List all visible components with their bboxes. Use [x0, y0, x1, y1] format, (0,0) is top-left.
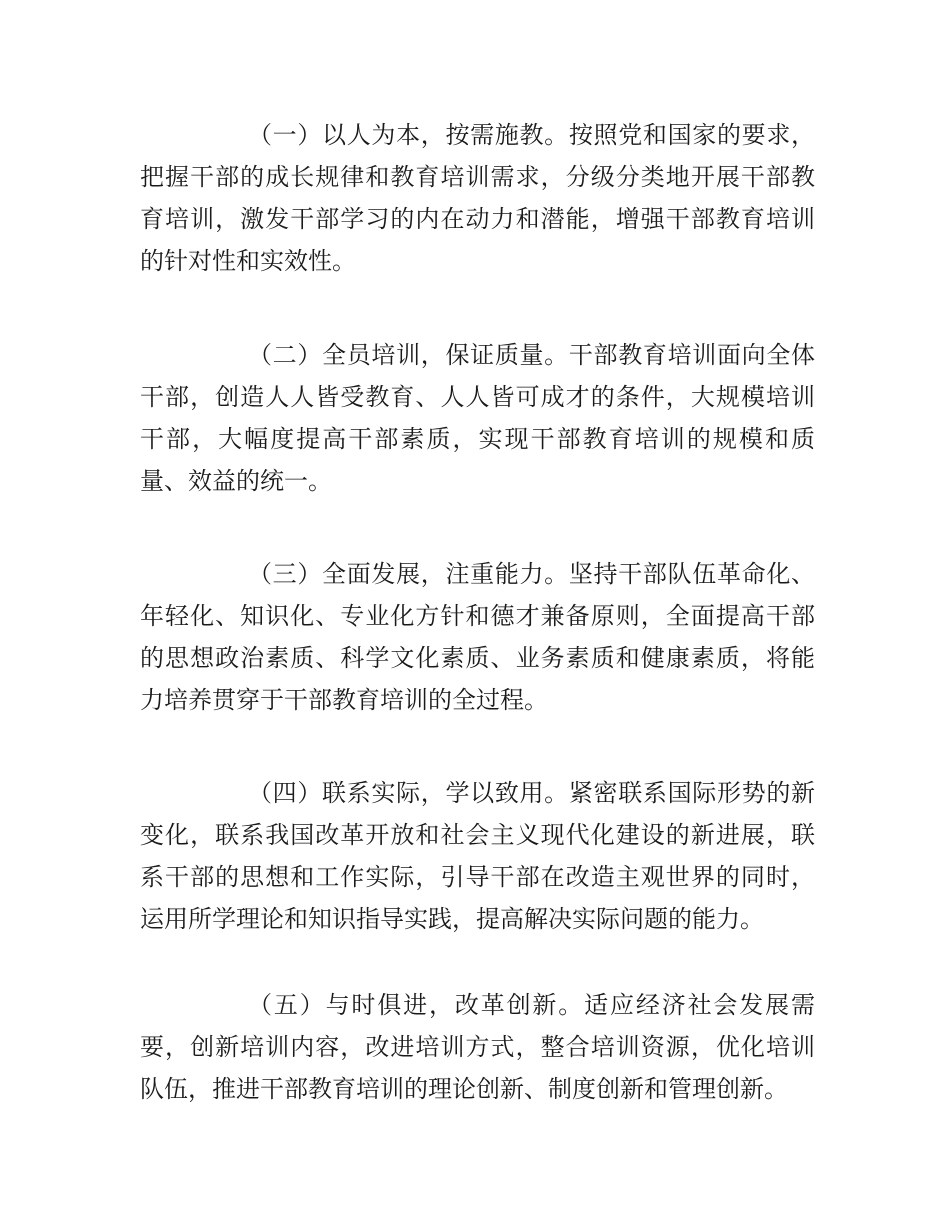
- paragraph-4: [140, 772, 815, 940]
- paragraph-line: 队伍，推进干部教育培训的理论创新、制度创新和管理创新。: [140, 1075, 788, 1103]
- paragraph-line: （一）以人为本，按需施教。按照党和国家的要求，: [248, 121, 815, 149]
- paragraph-3: [140, 553, 815, 721]
- paragraph-line: 把握干部的成长规律和教育培训需求，分级分类地开展干部教: [140, 163, 815, 191]
- paragraph-line: 干部，创造人人皆受教育、人人皆可成才的条件，大规模培训: [140, 383, 815, 411]
- paragraph-line: 力培养贯穿于干部教育培训的全过程。: [140, 686, 548, 714]
- paragraph-line: 的针对性和实效性。: [140, 247, 356, 275]
- paragraph-5: [140, 984, 815, 1110]
- paragraph-line: 的思想政治素质、科学文化素质、业务素质和健康素质，将能: [140, 644, 815, 672]
- paragraph-line: 运用所学理论和知识指导实践，提高解决实际问题的能力。: [140, 905, 764, 933]
- paragraph-line: （四）联系实际，学以致用。紧密联系国际形势的新: [248, 779, 815, 807]
- paragraph-2: [140, 334, 815, 502]
- paragraph-line: 要，创新培训内容，改进培训方式，整合培训资源，优化培训: [140, 1033, 815, 1061]
- paragraph-line: （二）全员培训，保证质量。干部教育培训面向全体: [248, 341, 815, 369]
- paragraph-line: 年轻化、知识化、专业化方针和德才兼备原则，全面提高干部: [140, 602, 815, 630]
- paragraph-line: 干部，大幅度提高干部素质，实现干部教育培训的规模和质: [140, 425, 815, 453]
- paragraph-line: 量、效益的统一。: [140, 467, 332, 495]
- paragraph-line: 变化，联系我国改革开放和社会主义现代化建设的新进展，联: [140, 821, 815, 849]
- paragraph-1: [140, 114, 815, 282]
- paragraph-line: 系干部的思想和工作实际，引导干部在改造主观世界的同时，: [140, 863, 815, 891]
- paragraph-line: 育培训，激发干部学习的内在动力和潜能，增强干部教育培训: [140, 205, 815, 233]
- paragraph-line: （三）全面发展，注重能力。坚持干部队伍革命化、: [248, 560, 815, 588]
- paragraph-line: （五）与时俱进，改革创新。适应经济社会发展需: [248, 991, 815, 1019]
